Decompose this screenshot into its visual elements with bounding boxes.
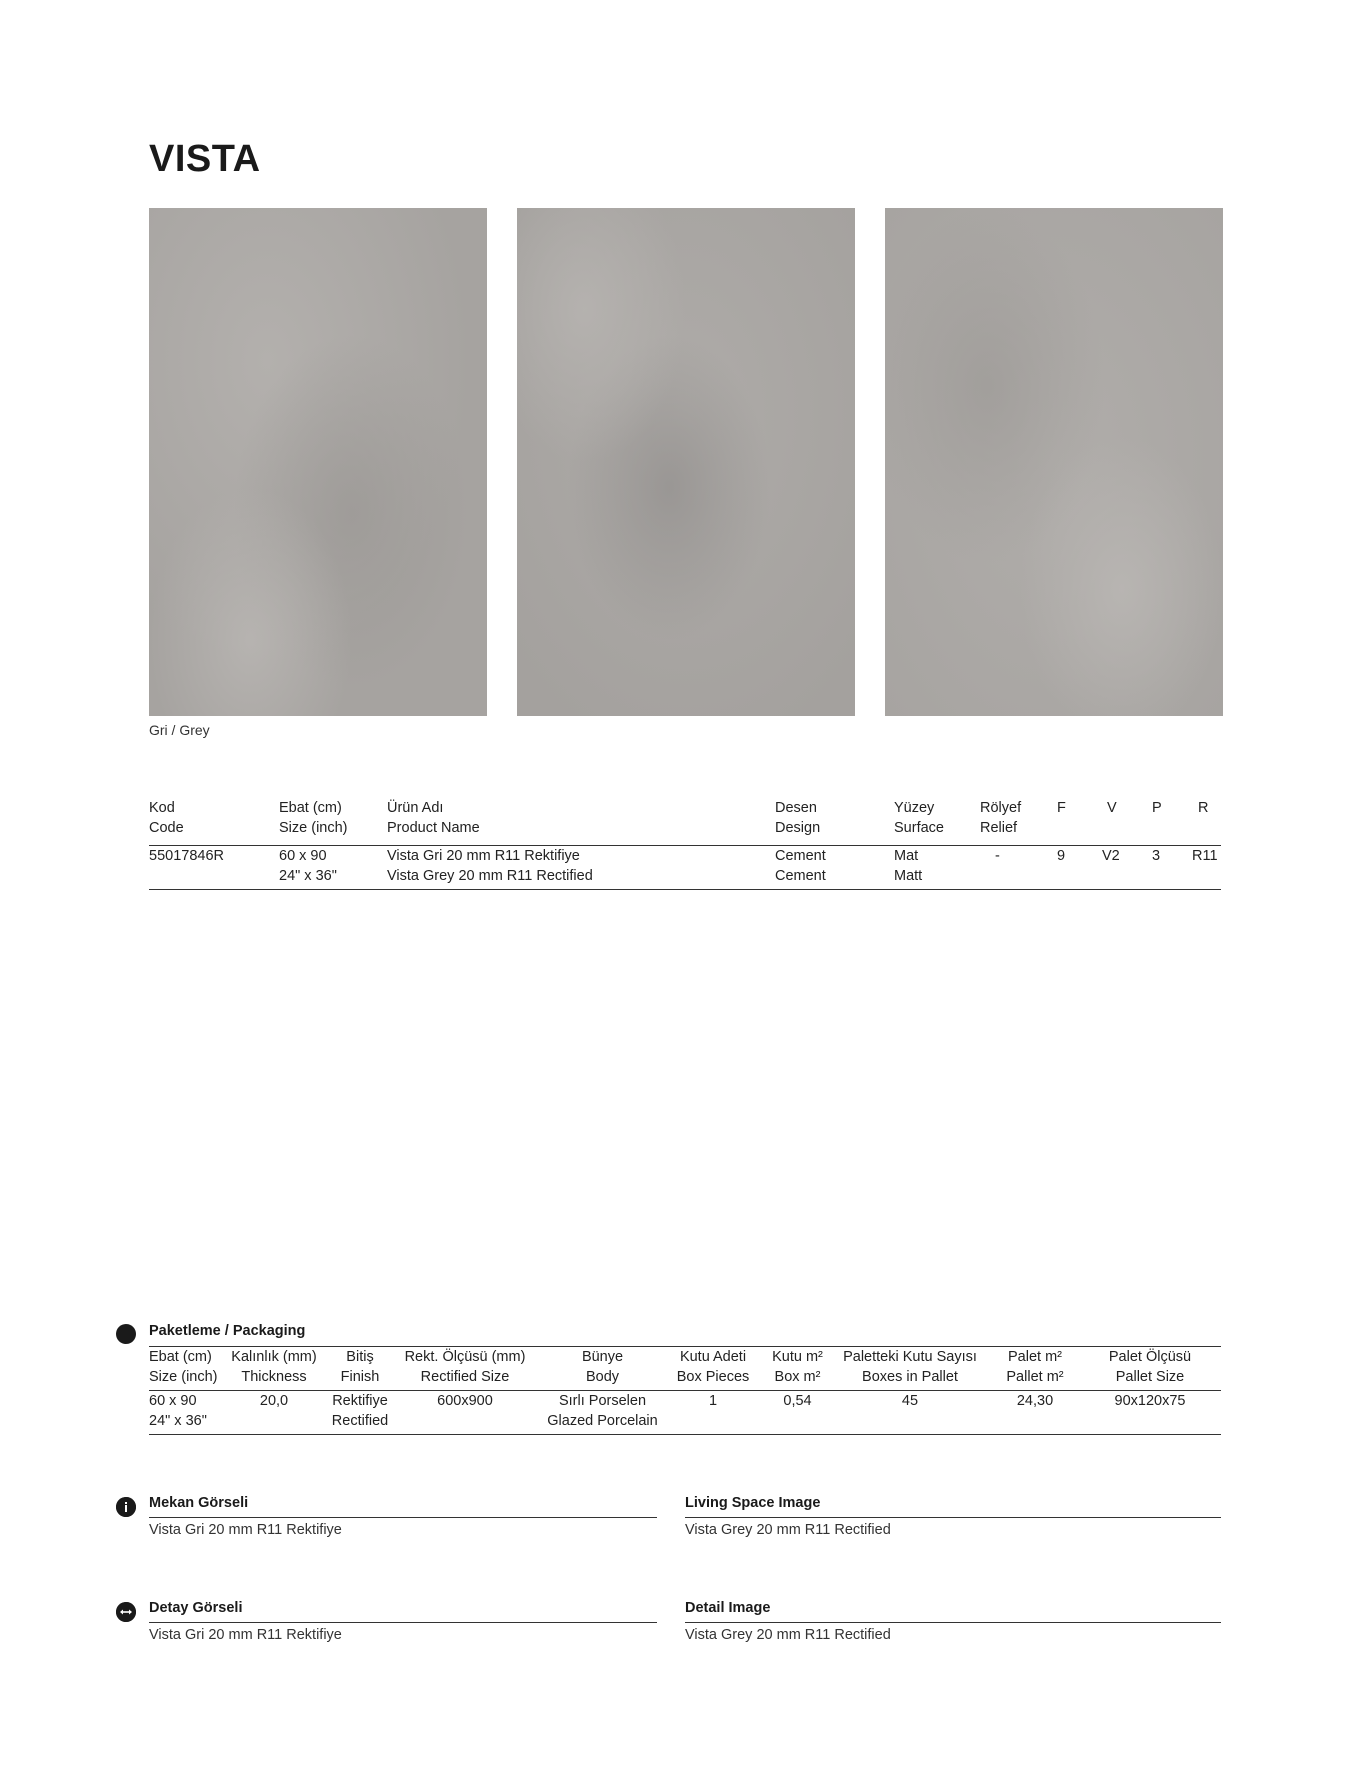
- header-size: Ebat (cm): [279, 800, 342, 816]
- pk-thickness: 20,0: [259, 1393, 289, 1409]
- header-code-en: Code: [149, 820, 184, 836]
- packaging-top-rule: [149, 1346, 1221, 1347]
- pk-header-finish-en: Finish: [340, 1369, 380, 1385]
- packaging-mid-rule: [149, 1390, 1221, 1391]
- pk-header-body-en: Body: [585, 1369, 620, 1385]
- page-title: VISTA: [149, 138, 261, 180]
- living-space-title-tr: Mekan Görseli: [149, 1495, 249, 1511]
- pk-header-boxes-pallet-en: Boxes in Pallet: [862, 1369, 958, 1385]
- header-surface: Yüzey: [894, 800, 935, 816]
- living-space-rule-en: [685, 1517, 1221, 1518]
- header-surface-en: Surface: [894, 820, 944, 836]
- living-space-title-en: Living Space Image: [685, 1495, 821, 1511]
- detail-text-en: Vista Grey 20 mm R11 Rectified: [685, 1627, 891, 1643]
- header-design-en: Design: [775, 820, 821, 836]
- pk-header-boxes-pallet: Paletteki Kutu Sayısı: [843, 1349, 977, 1365]
- header-relief: Rölyef: [980, 800, 1022, 816]
- packaging-bullet-icon: [116, 1324, 136, 1344]
- product-p: 3: [1152, 848, 1161, 864]
- packaging-title: Paketleme / Packaging: [149, 1323, 306, 1339]
- pk-body-en: Glazed Porcelain: [547, 1413, 658, 1429]
- detail-text-tr: Vista Gri 20 mm R11 Rektifiye: [149, 1627, 342, 1643]
- header-p: P: [1152, 800, 1162, 816]
- living-space-text-tr: Vista Gri 20 mm R11 Rektifiye: [149, 1522, 342, 1538]
- pk-body-tr: Sırlı Porselen: [558, 1393, 647, 1409]
- product-relief: -: [995, 848, 1000, 864]
- pk-header-pallet-m2: Palet m²: [1008, 1349, 1062, 1365]
- detail-rule-tr: [149, 1622, 657, 1623]
- product-table-rule: [149, 845, 1221, 846]
- info-icon: [116, 1497, 136, 1517]
- header-f: F: [1057, 800, 1066, 816]
- packaging-bottom-rule: [149, 1434, 1221, 1435]
- product-table: [149, 800, 1221, 888]
- living-space-rule-tr: [149, 1517, 657, 1518]
- pk-size-inch: 24" x 36": [149, 1413, 207, 1429]
- product-code: 55017846R: [149, 848, 224, 864]
- pk-finish-en: Rectified: [331, 1413, 389, 1429]
- pk-size-cm: 60 x 90: [149, 1393, 197, 1409]
- detail-rule-en: [685, 1622, 1221, 1623]
- pk-header-pallet-size-en: Pallet Size: [1115, 1369, 1185, 1385]
- pk-boxes-pallet: 45: [901, 1393, 919, 1409]
- pk-header-thickness-en: Thickness: [241, 1369, 307, 1385]
- pk-box-pieces: 1: [708, 1393, 718, 1409]
- tile-image-2: [517, 208, 855, 716]
- header-relief-en: Relief: [980, 820, 1018, 836]
- product-size-cm: 60 x 90: [279, 848, 327, 864]
- header-size-en: Size (inch): [279, 820, 348, 836]
- pk-header-pallet-m2-en: Pallet m²: [1006, 1369, 1064, 1385]
- header-v: V: [1107, 800, 1117, 816]
- product-design-en: Cement: [775, 868, 826, 884]
- pk-header-finish: Bitiş: [346, 1349, 374, 1365]
- product-surface-en: Matt: [894, 868, 923, 884]
- product-data-row-1: [149, 848, 1221, 868]
- product-v: V2: [1102, 848, 1120, 864]
- living-space-text-en: Vista Grey 20 mm R11 Rectified: [685, 1522, 891, 1538]
- product-data-row-2: [149, 868, 1221, 888]
- tile-image-3: [885, 208, 1223, 716]
- arrows-icon: [116, 1602, 136, 1622]
- pk-header-rectified: Rekt. Ölçüsü (mm): [404, 1349, 526, 1365]
- pk-header-box-m2-en: Box m²: [774, 1369, 821, 1385]
- header-r: R: [1198, 800, 1209, 816]
- header-design: Desen: [775, 800, 817, 816]
- product-size-inch: 24" x 36": [279, 868, 337, 884]
- header-product-name: Ürün Adı: [387, 800, 444, 816]
- pk-header-box-pieces-en: Box Pieces: [676, 1369, 750, 1385]
- detail-title-en: Detail Image: [685, 1600, 771, 1616]
- pk-rectified-size: 600x900: [437, 1393, 493, 1409]
- pk-finish-tr: Rektifiye: [332, 1393, 388, 1409]
- pk-box-m2: 0,54: [783, 1393, 812, 1409]
- detail-title-tr: Detay Görseli: [149, 1600, 243, 1616]
- header-code: Kod: [149, 800, 175, 816]
- product-r: R11: [1192, 848, 1218, 864]
- product-design-tr: Cement: [775, 848, 826, 864]
- color-caption: Gri / Grey: [149, 722, 210, 738]
- product-table-bottom-rule: [149, 889, 1221, 890]
- product-header-row-en: [149, 820, 1221, 840]
- pk-header-size: Ebat (cm): [149, 1349, 212, 1365]
- pk-header-thickness: Kalınlık (mm): [231, 1349, 317, 1365]
- product-surface-tr: Mat: [894, 848, 919, 864]
- pk-header-body: Bünye: [581, 1349, 624, 1365]
- product-name-tr: Vista Gri 20 mm R11 Rektifiye: [387, 848, 580, 864]
- product-name-en: Vista Grey 20 mm R11 Rectified: [387, 868, 593, 884]
- pk-pallet-size: 90x120x75: [1114, 1393, 1186, 1409]
- pk-header-rectified-en: Rectified Size: [420, 1369, 510, 1385]
- pk-header-box-m2: Kutu m²: [772, 1349, 823, 1365]
- pk-pallet-m2: 24,30: [1016, 1393, 1054, 1409]
- header-product-name-en: Product Name: [387, 820, 480, 836]
- product-header-row-tr: [149, 800, 1221, 820]
- pk-header-box-pieces: Kutu Adeti: [679, 1349, 747, 1365]
- tile-image-1: [149, 208, 487, 716]
- pk-header-size-en: Size (inch): [149, 1369, 218, 1385]
- product-f: 9: [1057, 848, 1066, 864]
- pk-header-pallet-size: Palet Ölçüsü: [1108, 1349, 1192, 1365]
